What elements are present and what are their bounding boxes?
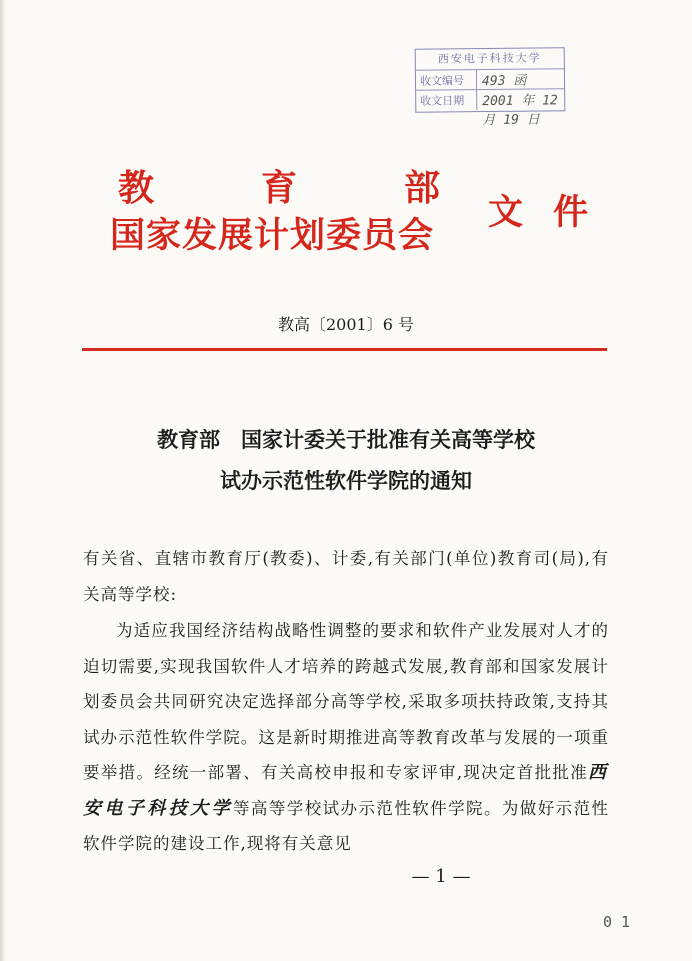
document-number: 教高〔2001〕6 号 xyxy=(278,315,414,334)
addressee: 有关省、直辖市教育厅(教委)、计委,有关部门(单位)教育司(局),有关高等学校: xyxy=(83,549,609,604)
header-char: 育 xyxy=(260,168,297,209)
stamp-row-date xyxy=(416,88,564,129)
stamp-divider xyxy=(476,69,477,89)
header-issuer-1 xyxy=(118,160,440,211)
header-char: 部 xyxy=(403,168,440,209)
header-issuer-2: 国家发展计划委员会 xyxy=(110,216,435,256)
header-suffix: 文 件 xyxy=(488,193,598,233)
page-number: — 1 — xyxy=(411,866,471,887)
corner-mark: 0 1 xyxy=(603,913,631,931)
notice-title-line-1: 教育部 国家计委关于批准有关高等学校 xyxy=(157,428,535,452)
stamp-value-date: 2001 年 12 月 19 日 xyxy=(482,93,558,129)
stamp-label-date: 收文日期 xyxy=(420,94,465,108)
body-text: 为适应我国经济结构战略性调整的要求和软件产业发展对人才的迫切需要,实现我国软件人才培养的跨越式发展,教育部和国家发展计划委员会共同研究决定选择部分高等学校,采取多项扶持政策,支持其试办示范性软件学院。这是新时期推进高等教育改革与发展的一项重要举措。经统一部署、有关高校申报和专家评审,现决定首批批准 xyxy=(83,621,609,782)
receipt-stamp xyxy=(415,47,566,129)
body-text-continued: 等高等学校试办示范性软件学院。为做好示范性软件学院的建设工作,现将有关意见 xyxy=(83,798,610,853)
stamp-row-number xyxy=(416,68,564,91)
stamp-value-number: 493 函 xyxy=(481,73,527,90)
notice-title-line-2: 试办示范性软件学院的通知 xyxy=(220,469,472,493)
stamp-divider xyxy=(476,89,477,110)
stamp-title: 西安电子科技大学 xyxy=(416,48,564,71)
red-divider xyxy=(82,348,607,351)
stamp-label-number: 收文编号 xyxy=(419,74,465,88)
body-paragraph xyxy=(83,613,609,862)
header-char: 教 xyxy=(118,168,155,209)
handwritten-insert: 西安电子科技大学 xyxy=(83,762,609,819)
